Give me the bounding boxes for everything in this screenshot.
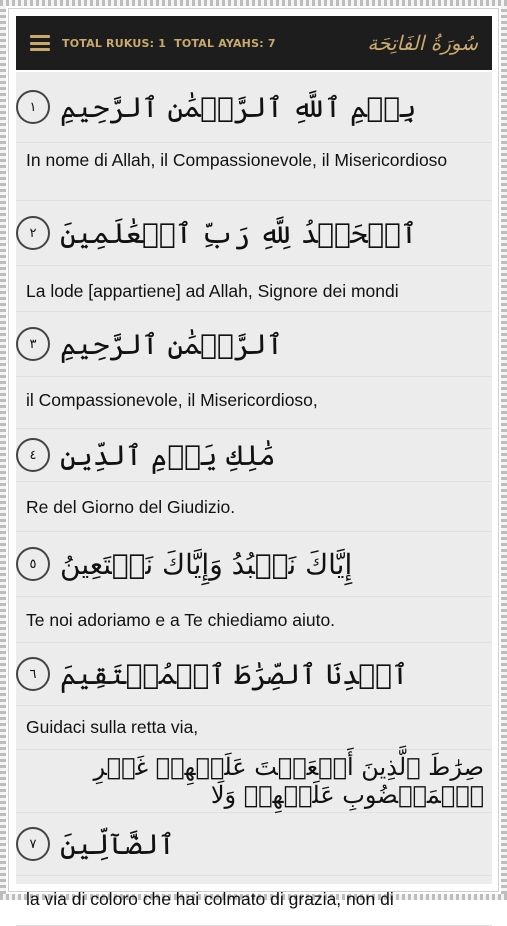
ayah-7[interactable] <box>16 750 492 926</box>
ayah-translation: La lode [appartiene] ad Allah, Signore dei mondi <box>16 266 492 312</box>
ayah-translation: Te noi adoriamo e a Te chiediamo aiuto. <box>16 597 492 643</box>
ayah-arabic-text-continued: ٱلضَّآلِّينَ <box>60 827 175 861</box>
ayah-arabic-text: صِرَٰطَ ٱلَّذِينَ أَنۡعَمۡتَ عَلَيۡهِمۡ غَيۡرِ ٱلۡمَغۡضُوبِ عَلَيۡهِمۡ وَلَا <box>93 753 484 809</box>
ayah-3[interactable] <box>16 312 492 429</box>
ayah-arabic <box>16 72 492 143</box>
total-ayahs-label: TOTAL AYAHS: 7 <box>174 36 276 50</box>
top-bar <box>16 16 492 70</box>
ayah-number-marker: ٥ <box>16 547 50 581</box>
ayah-number-marker: ٧ <box>16 827 50 861</box>
surah-stats <box>62 37 276 50</box>
ayah-arabic <box>16 201 492 266</box>
ayah-arabic-text: بِسۡمِ ٱللَّهِ ٱلرَّحۡمَٰنِ ٱلرَّحِيمِ <box>60 90 417 124</box>
ayah-arabic-text: ٱلرَّحۡمَٰنِ ٱلرَّحِيمِ <box>60 327 283 361</box>
ayah-arabic <box>16 312 492 377</box>
ayah-number-marker: ٣ <box>16 327 50 361</box>
ayah-arabic <box>16 532 492 597</box>
ayah-5[interactable] <box>16 532 492 643</box>
ayah-translation: il Compassionevole, il Misericordioso, <box>16 377 492 429</box>
total-rukus-label: TOTAL RUKUS: 1 <box>62 36 167 50</box>
ayah-arabic-text: ٱلۡحَمۡدُ لِلَّهِ رَبِّ ٱلۡعَٰلَمِينَ <box>60 216 418 250</box>
ayah-list[interactable] <box>16 72 492 909</box>
ayah-number-marker: ٦ <box>16 657 50 691</box>
ayah-translation: In nome di Allah, il Compassionevole, il Misericordioso <box>16 143 492 201</box>
ayah-arabic-continued <box>16 813 492 876</box>
surah-title: سُورَةُ الفَاتِحَة <box>367 31 478 55</box>
ayah-number-marker: ٢ <box>16 216 50 250</box>
ayah-arabic <box>16 643 492 706</box>
ayah-translation: la via di coloro che hai colmato di grazia, non di <box>16 876 492 926</box>
ayah-arabic <box>16 750 492 813</box>
ayah-number-marker: ١ <box>16 90 50 124</box>
ayah-arabic-text: ٱهۡدِنَا ٱلصِّرَٰطَ ٱلۡمُسۡتَقِيمَ <box>60 657 409 691</box>
ayah-1[interactable] <box>16 72 492 201</box>
ayah-translation: Guidaci sulla retta via, <box>16 706 492 750</box>
ayah-6[interactable] <box>16 643 492 750</box>
ayah-arabic-text: مَٰلِكِ يَوۡمِ ٱلدِّينِ <box>60 438 276 472</box>
ayah-arabic-text: إِيَّاكَ نَعۡبُدُ وَإِيَّاكَ نَسۡتَعِينُ <box>60 547 353 581</box>
ayah-translation: Re del Giorno del Giudizio. <box>16 482 492 532</box>
ayah-arabic <box>16 429 492 482</box>
menu-icon[interactable] <box>30 35 50 51</box>
ayah-2[interactable] <box>16 201 492 312</box>
ayah-4[interactable] <box>16 429 492 532</box>
ayah-number-marker: ٤ <box>16 438 50 472</box>
